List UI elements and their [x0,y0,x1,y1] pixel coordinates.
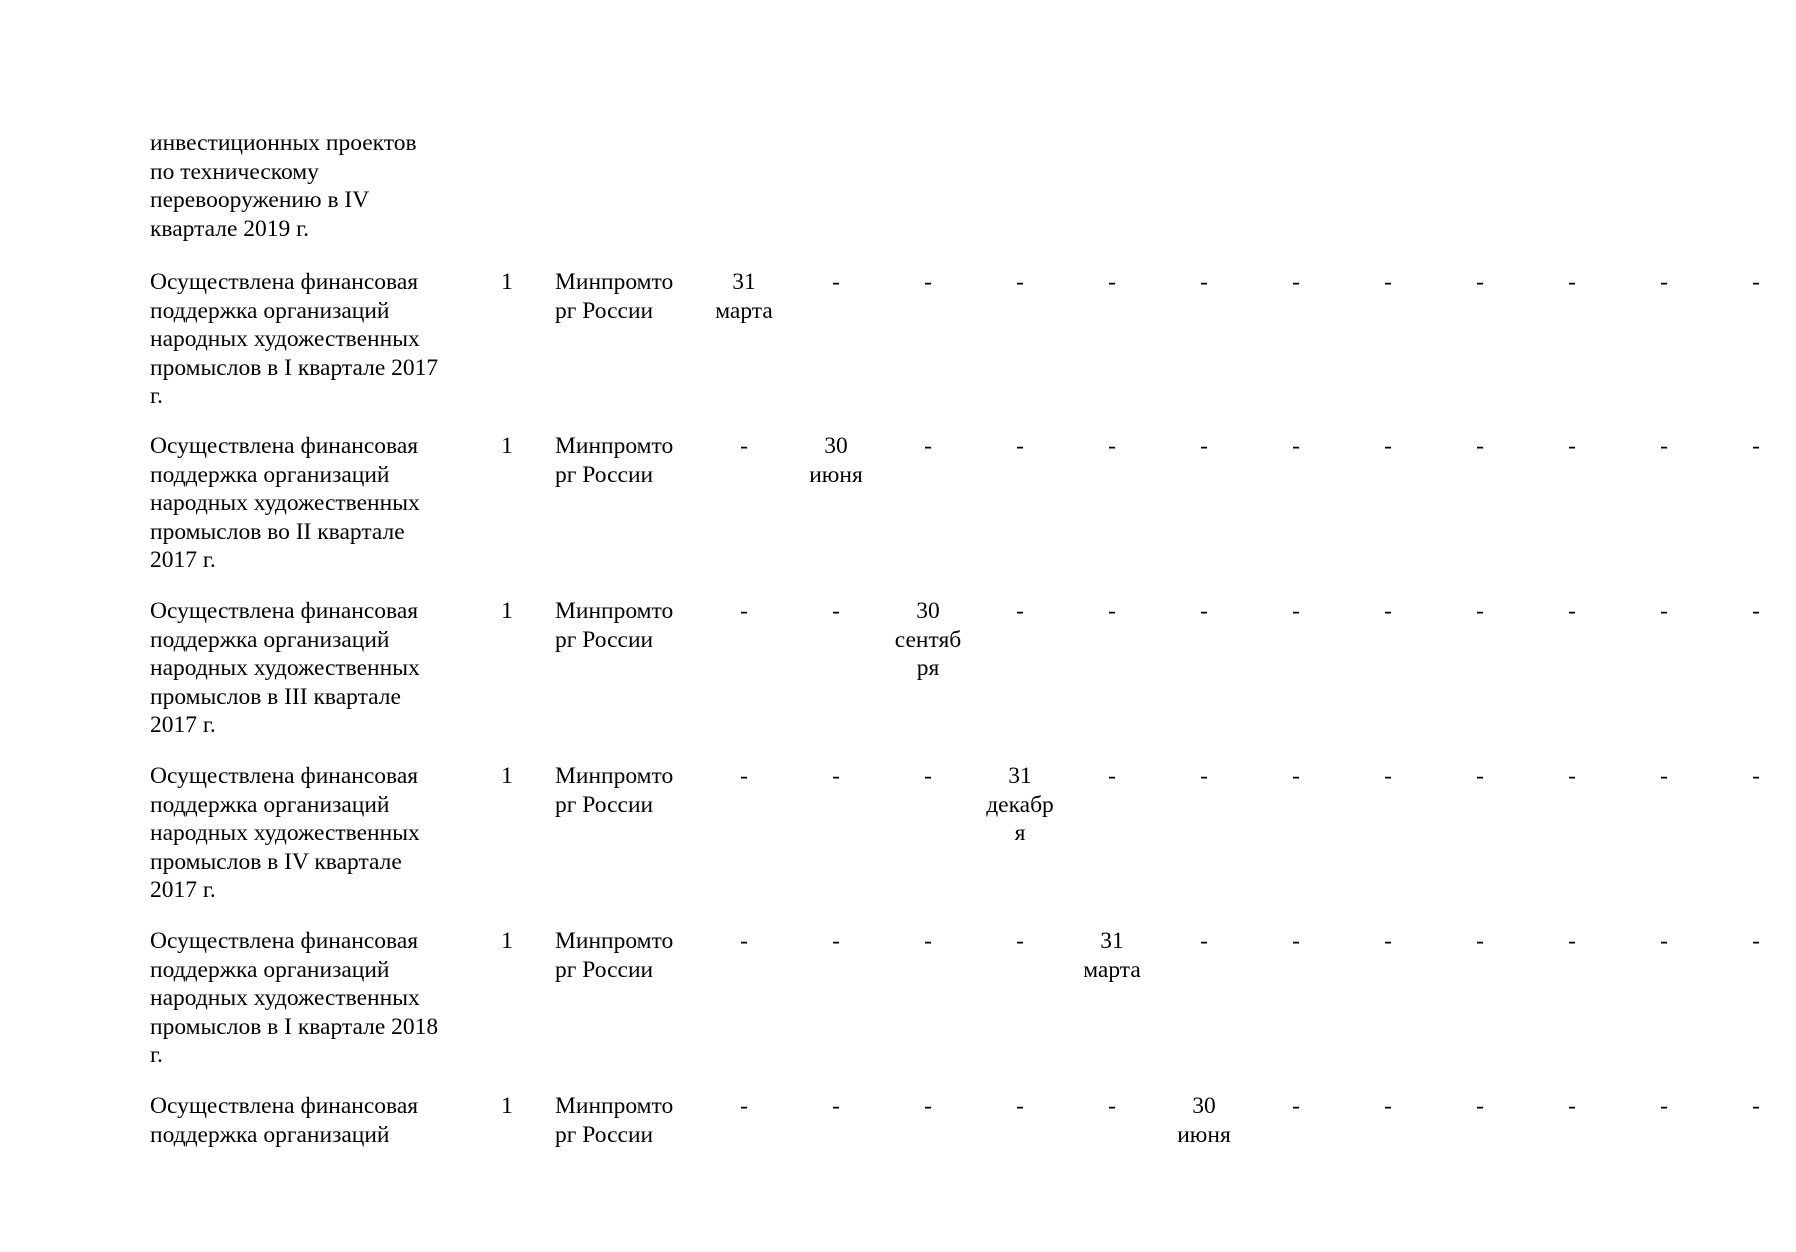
text-line: - [1476,763,1484,789]
period-cell [1072,432,1152,461]
period-cell [796,762,876,791]
period-cell [980,268,1060,297]
period-cell [1164,1092,1244,1149]
event-description [150,432,480,575]
period-cell [704,1092,784,1121]
text-line: рг России [555,956,654,983]
text-line: - [832,763,840,789]
text-line: промыслов во II квартале [150,518,405,545]
text-line: - [1476,269,1484,295]
text-line: 2017 г. [150,877,216,904]
text-line: рг России [555,626,654,653]
period-cell [1532,1092,1612,1121]
text-line: 30 [916,598,940,624]
text-line: рг России [555,297,654,324]
text-line: - [740,433,748,459]
text-line: - [1384,433,1392,459]
period-cell [980,762,1060,848]
text-line: - [1568,928,1576,954]
period-cell [704,432,784,461]
text-line: - [1476,1093,1484,1119]
quantity-cell: 1 [501,269,513,295]
period-cell [888,927,968,956]
text-line: - [1108,269,1116,295]
text-line: - [1568,433,1576,459]
text-line: Минпромто [555,598,674,624]
period-cell [1164,762,1244,791]
period-cell [1348,762,1428,791]
text-line: промыслов в I квартале 2017 [150,354,439,381]
text-line: - [1108,763,1116,789]
period-cell [1256,268,1336,297]
text-line: - [1660,598,1668,624]
period-cell [980,432,1060,461]
period-cell [1072,762,1152,791]
text-line: квартале 2019 г. [150,215,310,242]
text-line: - [1292,928,1300,954]
period-cell [1256,597,1336,626]
text-line: марта [715,297,773,324]
text-line: Осуществлена финансовая [150,928,419,954]
period-cell [1164,268,1244,297]
period-cell [1440,268,1520,297]
quantity-cell: 1 [501,1093,513,1119]
text-line: - [1016,1093,1024,1119]
period-cell [1164,597,1244,626]
period-cell [888,268,968,297]
period-cell [888,1092,968,1121]
text-line: - [1016,433,1024,459]
text-line: - [1660,1093,1668,1119]
text-line: - [1200,763,1208,789]
period-cell [1532,432,1612,461]
text-line: - [924,928,932,954]
text-line: промыслов в IV квартале [150,848,402,875]
text-line: - [1384,1093,1392,1119]
text-line: - [740,928,748,954]
period-cell [1716,432,1796,461]
period-cell [1072,597,1152,626]
text-line: - [740,598,748,624]
text-line: - [1384,763,1392,789]
text-line: - [1200,269,1208,295]
responsible-executor [555,1092,695,1149]
period-cell [1532,268,1612,297]
text-line: промыслов в I квартале 2018 [150,1013,439,1040]
period-cell [796,268,876,297]
period-cell [1624,268,1704,297]
text-line: г. [150,1042,163,1069]
quantity-cell: 1 [501,763,513,789]
period-cell [1440,762,1520,791]
responsible-executor [555,268,695,325]
period-cell [704,268,784,325]
text-line: народных художественных [150,985,420,1012]
text-line: - [1752,1093,1760,1119]
text-line: Минпромто [555,763,674,789]
text-line: - [1476,598,1484,624]
period-cell [1624,597,1704,626]
period-cell [1716,1092,1796,1121]
text-line: поддержка организаций [150,297,390,324]
period-cell [704,762,784,791]
text-line: Осуществлена финансовая [150,433,419,459]
text-line: - [1384,269,1392,295]
text-line: - [1108,1093,1116,1119]
text-line: - [924,433,932,459]
quantity-cell: 1 [501,598,513,624]
period-cell [1348,432,1428,461]
text-line: промыслов в III квартале [150,683,401,710]
period-cell [1072,268,1152,297]
period-cell [1532,927,1612,956]
period-cell [980,1092,1060,1121]
text-line: народных художественных [150,490,420,517]
text-line: - [1568,1093,1576,1119]
event-description [150,597,480,740]
text-line: - [1660,928,1668,954]
table-row [0,927,1760,1087]
period-cell [1532,762,1612,791]
text-line: поддержка организаций [150,1121,390,1148]
text-line: - [1292,433,1300,459]
period-cell [1256,762,1336,791]
text-line: - [1752,763,1760,789]
text-line: - [1200,598,1208,624]
period-cell [1440,927,1520,956]
text-line: - [1016,928,1024,954]
period-cell [1624,1092,1704,1121]
table-row [0,762,1760,922]
text-line: Минпромто [555,1093,674,1119]
event-description [150,927,480,1070]
text-line: июня [1177,1121,1231,1148]
text-line: Осуществлена финансовая [150,269,419,295]
text-line: - [1752,928,1760,954]
text-line: - [1660,433,1668,459]
text-line: рг России [555,1121,654,1148]
text-line: - [832,598,840,624]
text-line: - [1752,598,1760,624]
table-row [0,597,1760,757]
text-line: марта [1083,956,1141,983]
text-line: - [1108,598,1116,624]
quantity-cell: 1 [501,433,513,459]
text-line: сентяб [894,626,962,653]
text-line: - [1476,433,1484,459]
text-line: по техническому [150,158,319,185]
text-line: - [924,269,932,295]
period-cell [1440,432,1520,461]
text-line: - [832,928,840,954]
period-cell [1624,927,1704,956]
period-cell [1256,1092,1336,1121]
period-cell [888,432,968,461]
text-line: - [740,1093,748,1119]
text-line: - [1568,763,1576,789]
text-line: 31 [1008,763,1032,789]
text-line: Минпромто [555,269,674,295]
text-line: я [1014,820,1026,847]
period-cell [704,927,784,956]
text-line: рг России [555,791,654,818]
text-line: - [924,1093,932,1119]
period-cell [980,597,1060,626]
table-row [0,432,1760,592]
text-line: - [924,763,932,789]
text-line: народных художественных [150,655,420,682]
text-line: перевооружению в IV [150,187,370,214]
text-line: - [1568,269,1576,295]
event-description [150,1092,480,1149]
period-cell [1716,762,1796,791]
period-cell [1716,597,1796,626]
period-cell [1440,1092,1520,1121]
text-line: 30 [1192,1093,1216,1119]
text-line: Осуществлена финансовая [150,763,419,789]
period-cell [796,927,876,956]
period-cell [1072,1092,1152,1121]
event-description [150,762,480,905]
text-line: - [832,269,840,295]
responsible-executor [555,762,695,819]
text-line: инвестиционных проектов [150,130,417,156]
text-line: - [1108,433,1116,459]
text-line: поддержка организаций [150,626,390,653]
text-line: 2017 г. [150,712,216,739]
text-line: декабр [986,791,1054,818]
table-row [0,268,1760,428]
quantity-cell: 1 [501,928,513,954]
text-line: г. [150,383,163,410]
text-line: - [1384,598,1392,624]
period-cell [1624,432,1704,461]
text-line: 31 [732,269,756,295]
responsible-executor [555,432,695,489]
text-line: - [1292,598,1300,624]
period-cell [1348,1092,1428,1121]
text-line: поддержка организаций [150,791,390,818]
text-line: - [740,763,748,789]
period-cell [796,432,876,489]
period-cell [1256,432,1336,461]
text-line: - [832,1093,840,1119]
period-cell [1348,268,1428,297]
text-line: - [1568,598,1576,624]
text-line: - [1292,763,1300,789]
text-line: поддержка организаций [150,956,390,983]
responsible-executor [555,597,695,654]
text-line: - [1292,269,1300,295]
period-cell [1440,597,1520,626]
text-line: 31 [1100,928,1124,954]
text-line: Осуществлена финансовая [150,598,419,624]
text-line: - [1384,928,1392,954]
text-line: Минпромто [555,433,674,459]
period-cell [888,762,968,791]
text-line: - [1016,269,1024,295]
text-line: - [1660,763,1668,789]
period-cell [704,597,784,626]
text-line: - [1200,433,1208,459]
event-description [150,268,480,411]
text-line: рг России [555,461,654,488]
period-cell [1164,432,1244,461]
text-line: - [1016,598,1024,624]
period-cell [1348,927,1428,956]
period-cell [1164,927,1244,956]
period-cell [1072,927,1152,984]
text-line: - [1292,1093,1300,1119]
period-cell [796,1092,876,1121]
table-row [0,1092,1760,1252]
text-line: - [1752,433,1760,459]
continued-description [150,129,480,243]
period-cell [1348,597,1428,626]
text-line: - [1660,269,1668,295]
text-line: - [1200,928,1208,954]
period-cell [1716,927,1796,956]
period-cell [1624,762,1704,791]
text-line: 30 [824,433,848,459]
period-cell [888,597,968,683]
text-line: Минпромто [555,928,674,954]
text-line: 2017 г. [150,547,216,574]
text-line: июня [809,461,863,488]
text-line: - [1752,269,1760,295]
text-line: ря [916,655,940,682]
text-line: народных художественных [150,326,420,353]
period-cell [980,927,1060,956]
text-line: - [1476,928,1484,954]
period-cell [796,597,876,626]
text-line: поддержка организаций [150,461,390,488]
text-line: народных художественных [150,820,420,847]
period-cell [1532,597,1612,626]
period-cell [1256,927,1336,956]
text-line: Осуществлена финансовая [150,1093,419,1119]
responsible-executor [555,927,695,984]
period-cell [1716,268,1796,297]
